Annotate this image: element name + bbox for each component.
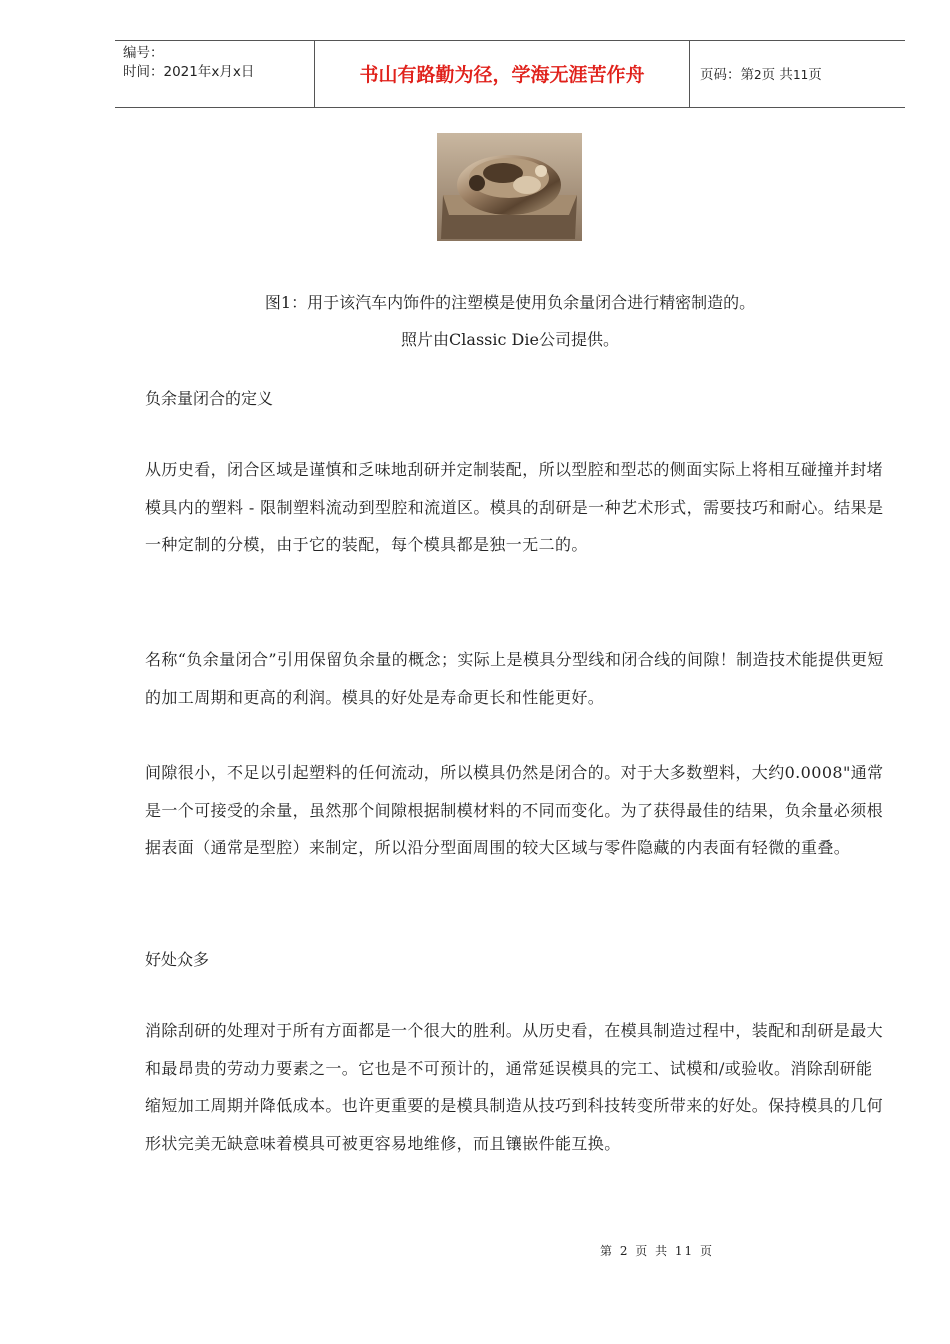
header-motto: 书山有路勤为径，学海无涯苦作舟 <box>315 41 690 107</box>
page-prefix: 页码：第 <box>700 67 754 83</box>
figure-caption-line1: 图1：用于该汽车内饰件的注塑模是使用负余量闭合进行精密制造的。 <box>264 293 756 312</box>
page-total: 11 <box>792 68 809 82</box>
figure-caption-line2: 照片由Classic Die公司提供。 <box>401 330 619 349</box>
header-page-info <box>690 41 905 107</box>
paragraph-benefits: 消除刮研的处理对于所有方面都是一个很大的胜利。从历史看，在模具制造过程中，装配和刮研是最大和最昂贵的劳动力要素之一。它也是不可预计的，通常延误模具的完工、试模和/或验收。消除刮研能缩短加工周期并降低成本。也许更重要的是模具制造从技巧到科技转变所带来的好处。保持模具的几何形状完美无缺意味着模具可被更容易地维修，而且镶嵌件能互换。 <box>145 1021 884 1153</box>
page-suffix: 页 <box>808 67 822 83</box>
header-meta <box>115 41 315 107</box>
doc-time-label: 时间：2021年x月x日 <box>123 64 255 80</box>
paragraph-gap: 间隙很小，不足以引起塑料的任何流动，所以模具仍然是闭合的。对于大多数塑料，大约0.0008"通常是一个可接受的余量，虽然那个间隙根据制模材料的不同而变化。为了获得最佳的结果，负余量必须根据表面（通常是型腔）来制定，所以沿分型面周围的较大区域与零件隐藏的内表面有轻微的重叠。 <box>145 763 884 857</box>
page-header <box>115 40 905 108</box>
section-heading-benefits: 好处众多 <box>145 950 210 969</box>
paragraph-name-concept: 名称“负余量闭合”引用保留负余量的概念；实际上是模具分型线和闭合线的间隙！制造技术能提供更短的加工周期和更高的利润。模具的好处是寿命更长和性能更好。 <box>145 650 884 707</box>
mold-photo <box>437 133 582 241</box>
paragraph-history: 从历史看，闭合区域是谨慎和乏味地刮研并定制装配，所以型腔和型芯的侧面实际上将相互碰撞并封堵模具内的塑料 - 限制塑料流动到型腔和流道区。模具的刮研是一种艺术形式，需要技巧和耐心。结果是一种定制的分模，由于它的装配，每个模具都是独一无二的。 <box>145 460 884 554</box>
page-mid: 页 共 <box>761 67 793 83</box>
page-number: 2 <box>754 68 762 82</box>
doc-id-label: 编号： <box>123 45 164 61</box>
page-footer: 第 2 页 共 11 页 <box>600 1244 714 1258</box>
section-heading-definition: 负余量闭合的定义 <box>145 389 274 408</box>
